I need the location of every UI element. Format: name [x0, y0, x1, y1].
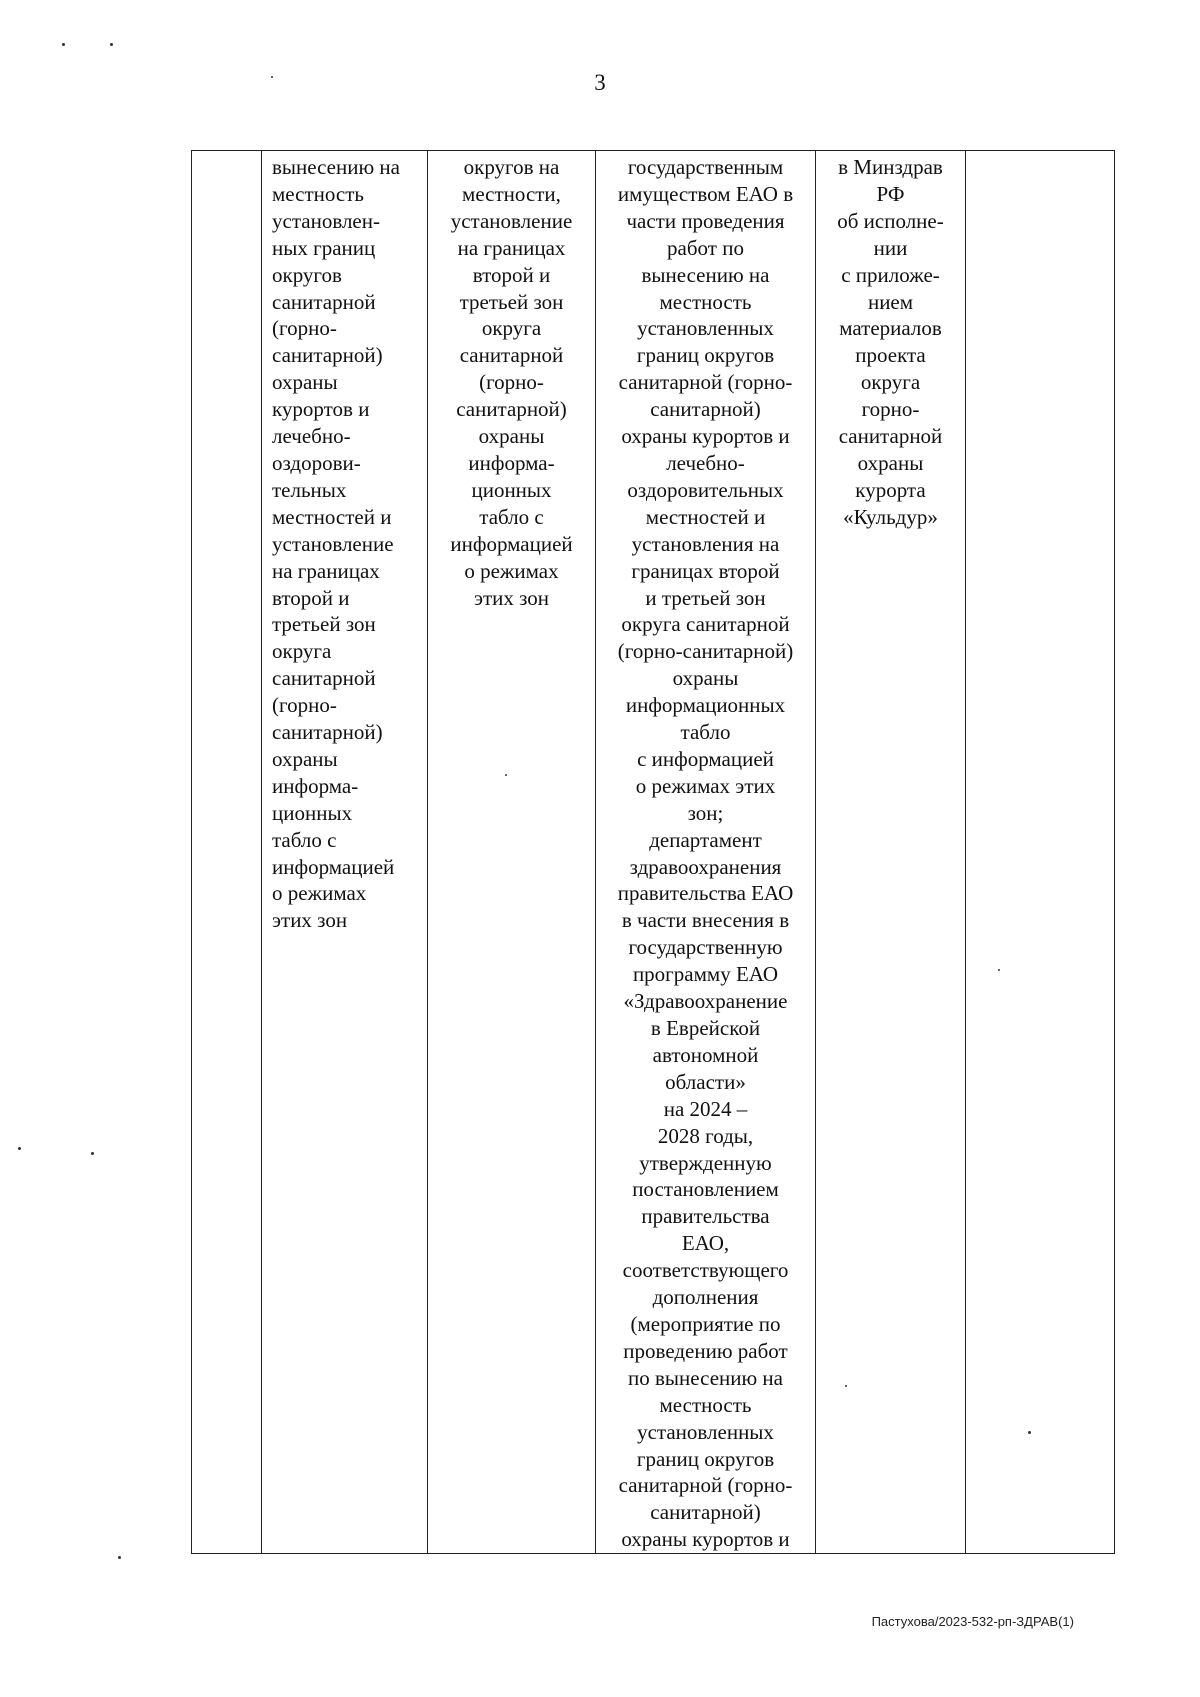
table-cell-line: нии [873, 235, 908, 260]
table-cell-line: охраны курортов и [621, 424, 790, 449]
table-cell-line: охраны [272, 370, 338, 395]
table-cell-line: границ округов [636, 1446, 775, 1471]
table-cell-line: на границах [272, 558, 380, 583]
table-cell-line: второй и [472, 262, 551, 287]
cell-lines [966, 151, 1114, 154]
table-cell-line: санитарной [838, 424, 943, 449]
table-cell-line: зон; [687, 800, 724, 825]
table-cell-line: установлен- [272, 208, 380, 233]
cell-activity [262, 151, 428, 1554]
table-cell-line: информационных [625, 693, 786, 718]
scan-speck [110, 43, 113, 46]
table-cell-line: установленных [637, 1419, 774, 1444]
table-cell-line: местность [659, 289, 752, 314]
table-cell-line: третьей зон [272, 612, 376, 637]
table-cell-line: курорта [855, 477, 926, 502]
table-cell-line: местностей и [272, 504, 392, 529]
table-cell-line: «Кульдур» [843, 504, 938, 529]
table-cell-line: охраны курортов и [621, 1527, 790, 1552]
table-cell-line: автономной [652, 1042, 759, 1067]
table-cell-line: санитарной (горно- [618, 1473, 793, 1498]
page-number: 3 [594, 70, 606, 95]
table-cell-line: работ по [667, 235, 744, 260]
table-cell-line: установление [272, 531, 394, 556]
scan-speck [18, 1147, 21, 1150]
table-cell-line: о режимах [272, 881, 367, 906]
table-cell-line: местность [659, 1392, 752, 1417]
table-cell-line: ционных [471, 477, 552, 502]
table-cell-line: вынесению на [641, 262, 770, 287]
scan-speck [1028, 1431, 1031, 1434]
table-cell-line: оздорови- [272, 450, 361, 475]
table-cell-line: имуществом ЕАО в [617, 181, 794, 206]
table-cell-line: охраны [672, 666, 739, 691]
table-cell-line: на 2024 – [663, 1096, 748, 1121]
table-row [192, 151, 1115, 1554]
table-cell-line: информацией [272, 854, 395, 879]
table-cell-line: округов на [463, 155, 560, 179]
cell-result [428, 151, 596, 1554]
table-cell-line: ционных [272, 800, 353, 825]
table-cell-line: санитарной) [272, 720, 383, 745]
table-cell-line: табло с [272, 827, 337, 852]
table-cell-line: на границах [457, 235, 566, 260]
table-cell-line: ЕАО, [681, 1231, 730, 1256]
table-cell-line: о режимах этих [635, 773, 776, 798]
table-cell-line: курортов и [272, 397, 370, 422]
cell-lines [596, 151, 815, 1553]
table-cell-line: постановлением [632, 1177, 779, 1202]
table-cell-line: охраны [272, 746, 338, 771]
cell-lines [428, 151, 595, 611]
table-cell-line: оздоровительных [627, 477, 784, 502]
table-cell-line: округа [481, 316, 542, 341]
table-cell-line: третьей зон [459, 289, 564, 314]
table-cell-line: местности, [462, 181, 561, 206]
table-cell-line: проекта [855, 343, 926, 368]
table-cell-line: (горно- [272, 693, 337, 718]
cell-note [966, 151, 1115, 1554]
table-cell-line: информа- [272, 773, 359, 798]
table-cell-line: санитарной) [650, 1500, 761, 1525]
scan-speck [998, 969, 1000, 971]
table-cell-line: границ округов [636, 343, 775, 368]
table-cell-line: с приложе- [841, 262, 940, 287]
table-cell-line: границах второй [631, 558, 780, 583]
scan-speck [91, 1152, 94, 1155]
table-cell-line: табло [680, 720, 731, 745]
table-cell-line: табло с [479, 504, 544, 529]
table-cell-line: санитарной [272, 666, 376, 691]
cell-lines [192, 151, 261, 154]
table-cell-line: санитарной) [456, 397, 567, 422]
table-cell-line: тельных [272, 477, 347, 502]
table-cell-line: информацией [450, 531, 573, 556]
table-cell-line: 2028 годы, [657, 1123, 754, 1148]
table-cell-line: об исполне- [837, 208, 944, 233]
table-cell-line: нием [867, 289, 914, 314]
table-cell-line: санитарной [459, 343, 564, 368]
table-cell-line: (горно- [272, 316, 337, 341]
table-cell-line: государственным [627, 155, 784, 179]
table-cell-line: правительства ЕАО [617, 881, 794, 906]
scan-speck [271, 76, 273, 78]
table-cell-line: лечебно- [272, 424, 351, 449]
scan-speck [118, 1556, 121, 1559]
table-cell-line: материалов [839, 316, 942, 341]
table-cell-line: области» [665, 1069, 746, 1094]
table-cell-line: округов [272, 262, 342, 287]
table-cell-line: установления на [631, 531, 780, 556]
table-cell-line: дополнения [652, 1285, 759, 1310]
table-cell-line: соответствующего [622, 1258, 789, 1283]
scan-speck [62, 43, 65, 46]
table-cell-line: местностей и [645, 504, 766, 529]
table-cell-line: второй и [272, 585, 350, 610]
table-cell-line: (горно- [479, 370, 544, 395]
table-cell-line: с информацией [637, 746, 774, 771]
table-cell-line: округа санитарной [621, 612, 790, 637]
cell-report [816, 151, 966, 1554]
table-cell-line: в части внесения в [621, 908, 790, 933]
scan-speck [845, 1385, 847, 1387]
scan-speck [505, 774, 507, 776]
table-cell-line: программу ЕАО [632, 962, 779, 987]
table-cell-line: местность [272, 181, 364, 206]
table-cell-line: «Здравоохранение [623, 989, 788, 1014]
table-cell-line: проведению работ [623, 1338, 788, 1363]
table-cell-line: здравоохранения [629, 854, 782, 879]
footer-document-code: Пастухова/2023-532-рп-ЗДРАВ(1) [871, 1614, 1074, 1629]
table-cell-line: лечебно- [666, 450, 745, 475]
table-cell-line: горно- [861, 397, 920, 422]
table-cell-line: санитарной [272, 289, 376, 314]
table-cell-line: санитарной) [272, 343, 383, 368]
table-cell-line: этих зон [272, 908, 348, 933]
table-cell-line: департамент [649, 827, 762, 852]
table-cell-line: санитарной) [650, 397, 761, 422]
table-cell-line: утвержденную [639, 1150, 772, 1175]
table-cell-line: государственную [628, 935, 783, 960]
table-cell-line: санитарной (горно- [618, 370, 793, 395]
table-cell-line: о режимах [464, 558, 559, 583]
table-cell-line: этих зон [473, 585, 550, 610]
table-cell-line: охраны [857, 450, 924, 475]
table-cell-line: части проведения [626, 208, 785, 233]
table-cell-line: информа- [468, 450, 555, 475]
table-cell-line: и третьей зон [645, 585, 766, 610]
cell-number [192, 151, 262, 1554]
measures-table [191, 150, 1115, 1554]
table-cell-line: ных границ [272, 235, 376, 260]
table-cell-line: округа [860, 370, 921, 395]
table-cell-line: (мероприятие по [630, 1311, 781, 1336]
table-cell-line: установленных [637, 316, 774, 341]
table-cell-line: охраны [478, 424, 545, 449]
table-cell-line: по вынесению на [628, 1365, 783, 1390]
table-cell-line: РФ [876, 181, 905, 206]
table-cell-line: установление [450, 208, 573, 233]
cell-lines [262, 151, 427, 934]
table-cell-line: округа [272, 639, 332, 664]
table-cell-line: (горно-санитарной) [617, 639, 794, 664]
cell-responsible [596, 151, 816, 1554]
table-cell-line: в Минздрав [838, 155, 943, 179]
cell-lines [816, 151, 965, 531]
table-cell-line: вынесению на [272, 155, 400, 179]
table-cell-line: правительства [641, 1204, 770, 1229]
table-cell-line: в Еврейской [650, 1016, 761, 1040]
